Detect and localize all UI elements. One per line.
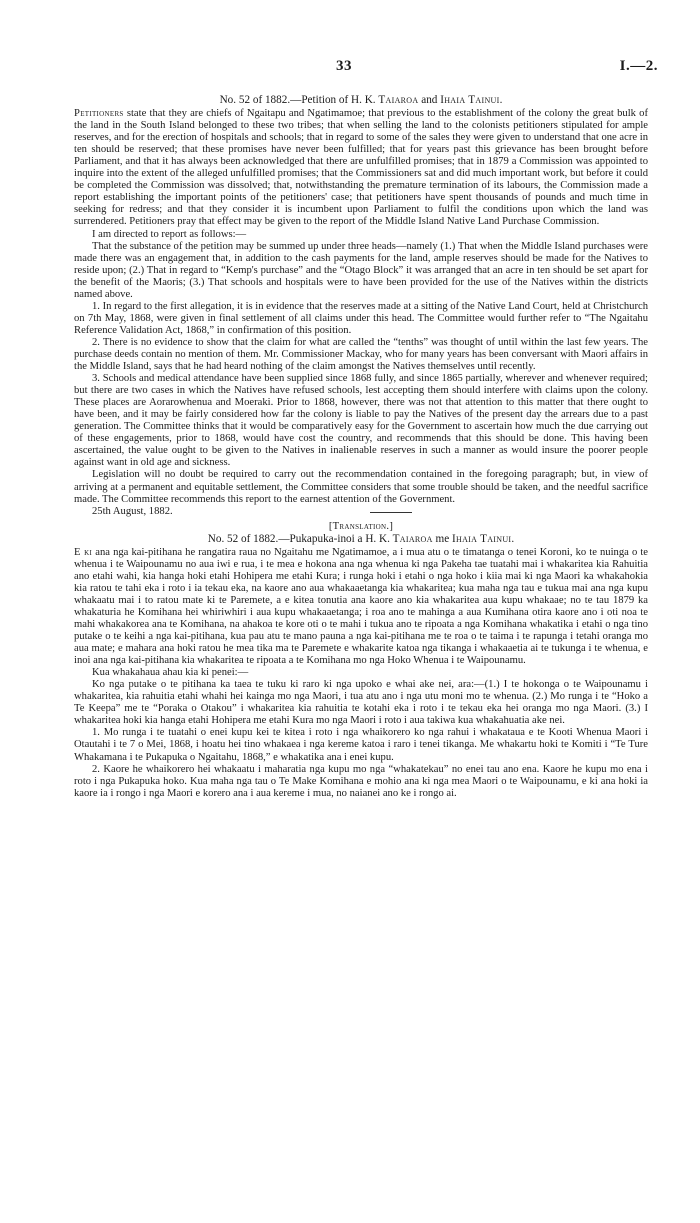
- petition-paragraph-4: 1. In regard to the first allegation, it is in evidence that the reserves made at a sitting of the Native Land Court, held at Christchurch on 7th May, 1868, were given in final settlement of all claims under this head. The Committee would further refer to “The Ngaitahu Reference Validation Act, 1868,” in confirmation of this position.: [74, 300, 649, 336]
- petition-paragraph-6: 3. Schools and medical attendance have been supplied since 1868 fully, and since 1865 partially, wherever and whenever required; but there are two cases in which the Natives have refused schools, lest accepting them should interfere with claims upon the colony. These places are Aorarowhenua and Moeraki. Prior to 1868, however, there was not that attention to this matter that there ought to have been, and it may be fairly considered how far the colony is liable to pay the Natives of the present day the arrears due to a past generation. The Committee thinks that it would be comparatively easy for the Government to ascertain how much the due carrying out of these engagements, prior to 1868, would have cost the country, and recommends that this should be done. This having been ascertained, the value ought to be given to the Natives in inalienable reserves in such a manner as would insure the poorer people against want in old age and sickness.: [74, 373, 648, 469]
- translation-heading-name2: Ihaia Tainui: [451, 532, 512, 545]
- petition-heading-name1: Taiaroa: [378, 94, 419, 106]
- translation-paragraph-3: Ko nga putake o te pitihana ka taea te tuku ki raro ki nga upoko e whai ake nei, ara:—(1.) I te hokonga o te Waipounamu i whakaritea, kia rahuitia etahi whahi hei kainga mo nga Maori, i tua atu ano i nga utu moni mo te whenua. (2.) Mo runga i te “Hoko a Te Keepa” me te “Poraka o Otakou” i whakaritea kia rahuitia te kotahi eka i roto i te tekau eka hei oranga mo nga Maori. (3.) I whakaritea hoki kia hanga etahi Hohipera me etahi Kura mo nga Maori i roto i aua takiwa kua whakahuatia ake nei.: [74, 679, 648, 727]
- petition-heading-name2: Ihaia Tainui: [440, 94, 500, 106]
- petition-heading-prefix: No. 52 of 1882.—Petition of H. K.: [219, 94, 379, 106]
- translation-paragraph-1-text: ana nga kai-pitihana he rangatira raua no Ngaitahu me Ngatimamoe, a i mua atu o te timatanga o tenei Koroni, ko te nuinga o te whenua i te Waipounamu no aua iwi e rua, i te mea e hokona ana nga whenua ki nga Pakeha tae tuatahi mai i whakaritea kia Rahuitia ano etahi wahi, kia hanga hoki etahi Hohipera me etahi Kura; i runga hoki i etahi o nga hoko i kiia mai ki nga Maori ka whakahokia kia ratou te tahi eka i roto i ia tekau eka, na kaore ano aua whakaaetanga kia whakaritea; kua maha nga tau e tukua mai ana nga kupu whakaatu mai i to ratou mate ki te Paremete, a e kitea tonutia ana kaore ano kia whakaritea aua kupu whakaae; no te tau 1879 ka whakaturia he Komihana hei whiriwhiri i aua kupu whakaaetanga; i roa ano te mahinga a aua Kumihana otira kaore ano i oti noa te mahi whakakorea ana te Komihana, na ahakoa te kore oti o te mahi i tukua ano te ripoata a nga Komihana whakatika i etahi o nga tino putake o te keihi a nga kai-pitihana, kua pau atu te mano pauna a nga kai-pitihana me te roa o te taima i te rapunga i tetahi oranga mo aua mate; e mahara ana hoki ratou he mea tika ma te Paremete e whakarite katoa nga tikanga i whakaaetia ai te tukunga i te whenua, e inoi ana nga kai-pitihana kia whakaritea te ripoata a te Komihana mo nga Hoko Whenua i te Waipounamu.: [74, 546, 648, 667]
- page-number: 33: [336, 58, 352, 74]
- divider-rule: [370, 512, 412, 513]
- translation-label-text: [Translation.]: [328, 520, 394, 532]
- petition-date: 25th August, 1882.: [92, 505, 173, 517]
- petition-paragraph-1: [74, 108, 648, 228]
- petition-paragraph-5: 2. There is no evidence to show that the claim for what are called the “tenths” was thought of until within the last few years. The purchase deeds contain no mention of them. Mr. Commissioner Mackay, who for many years has been conversant with Maori affairs in the Middle Island, says that he had heard nothing of the claim amongst the Natives themselves until recently.: [74, 336, 648, 373]
- petition-paragraph-7: Legislation will no doubt be required to carry out the recommendation contained in the foregoing paragraph; but, in view of arriving at a permanent and equitable settlement, the Committee considers that some trouble should be taken, and the needful sacrifice made. The Committee recommends this report to the earnest attention of the Government.: [74, 469, 648, 505]
- translation-lead-word: E ki: [74, 546, 93, 558]
- petition-paragraph-1-text: state that they are chiefs of Ngaitapu and Ngatimamoe; that previous to the establishment of the colony the great bulk of the land in the South Island belonged to these two tribes; that when selling the land to the colonists petitioners stipulated for ample reserves, and for the erection of hospitals and schools; that in regard to some of the sales they were given to understand that one acre in ten should be reserved; that these promises have never been fulfilled; that for years past this grievance has been brought before Parliament, and that it has always been acknowledged that there are unfulfilled promises; that in 1879 a Commission was appointed to inquire into the extent of the alleged unfulfilled promises; that the Commissioners sat and did much important work, but before it could be completed the Commission was dissolved; that, notwithstanding the premature termination of its labours, the Commission made a report establishing the important points of the petitioners' case; that petitioners have spent thousands of pounds and much time in seeking for redress; and that they consider it is incumbent upon Parliament to fulfil the conditions upon which the land was surrendered. Petitioners pray that effect may be given to the report of the Middle Island Native Land Purchase Commission.: [74, 108, 648, 228]
- translation-paragraph-5: 2. Kaore he whaikorero hei whakaatu i maharatia nga kupu mo nga “whakatekau” no enei tau ano ena. Kaore he kupu mo ena i roto i nga Pukapuka hoko. Kua maha nga tau o Te Make Komihana e mohio ana ki nga mea Maori o te Waipounamu, e ki ana hoki ia kaore ia i rongo i nga Maori e korero ana i aua kereme i mua, no naianei ano ke i rongo ai.: [74, 763, 648, 799]
- translation-paragraph-1: [74, 547, 648, 667]
- petition-paragraph-3: That the substance of the petition may be summed up under three heads—namely (1.) That when the Middle Island purchases were made there was an engagement that, in addition to the cash payments for the land, ample reserves should be made for the Natives to reside upon; (2.) That in regard to “Kemp's purchase” and the “Otago Block” it was arranged that an acre in ten should be set apart for the benefit of the Maoris; (3.) That schools and hospitals were to have been provided for the use of the Natives within the districts named above.: [74, 240, 648, 300]
- translation-paragraph-4: 1. Mo runga i te tuatahi o enei kupu kei te kitea i roto i nga whaikorero ko nga rahui i whakataua e te Kooti Whenua Maori i Otautahi i te 7 o Mei, 1868, i hoatu hei tino whakaea i nga kereme katoa i raro i tenei tikanga. Me whakartu hoki te Komiti i “Te Ture Whakamana i te Pukapuka o Ngaitahu, 1868,” e whakatika ana i enei kupu.: [74, 727, 648, 763]
- petition-heading-and: and: [418, 94, 441, 106]
- translation-heading: [74, 533, 648, 545]
- translation-heading-and: me: [432, 532, 452, 545]
- petition-heading: [74, 94, 648, 106]
- translation-heading-name1: Taiaroa: [392, 532, 433, 545]
- translation-heading-suffix: .: [511, 532, 515, 545]
- petition-lead-word: Petitioners: [74, 108, 124, 120]
- petition-paragraph-2: I am directed to report as follows:—: [92, 228, 247, 240]
- translation-label: [74, 521, 648, 533]
- document-reference: I.—2.: [619, 58, 658, 74]
- petition-heading-suffix: .: [499, 94, 503, 106]
- translation-heading-prefix: No. 52 of 1882.—Pukapuka-inoi a H. K.: [207, 532, 393, 545]
- translation-paragraph-2: Kua whakahaua ahau kia ki penei:—: [92, 667, 249, 679]
